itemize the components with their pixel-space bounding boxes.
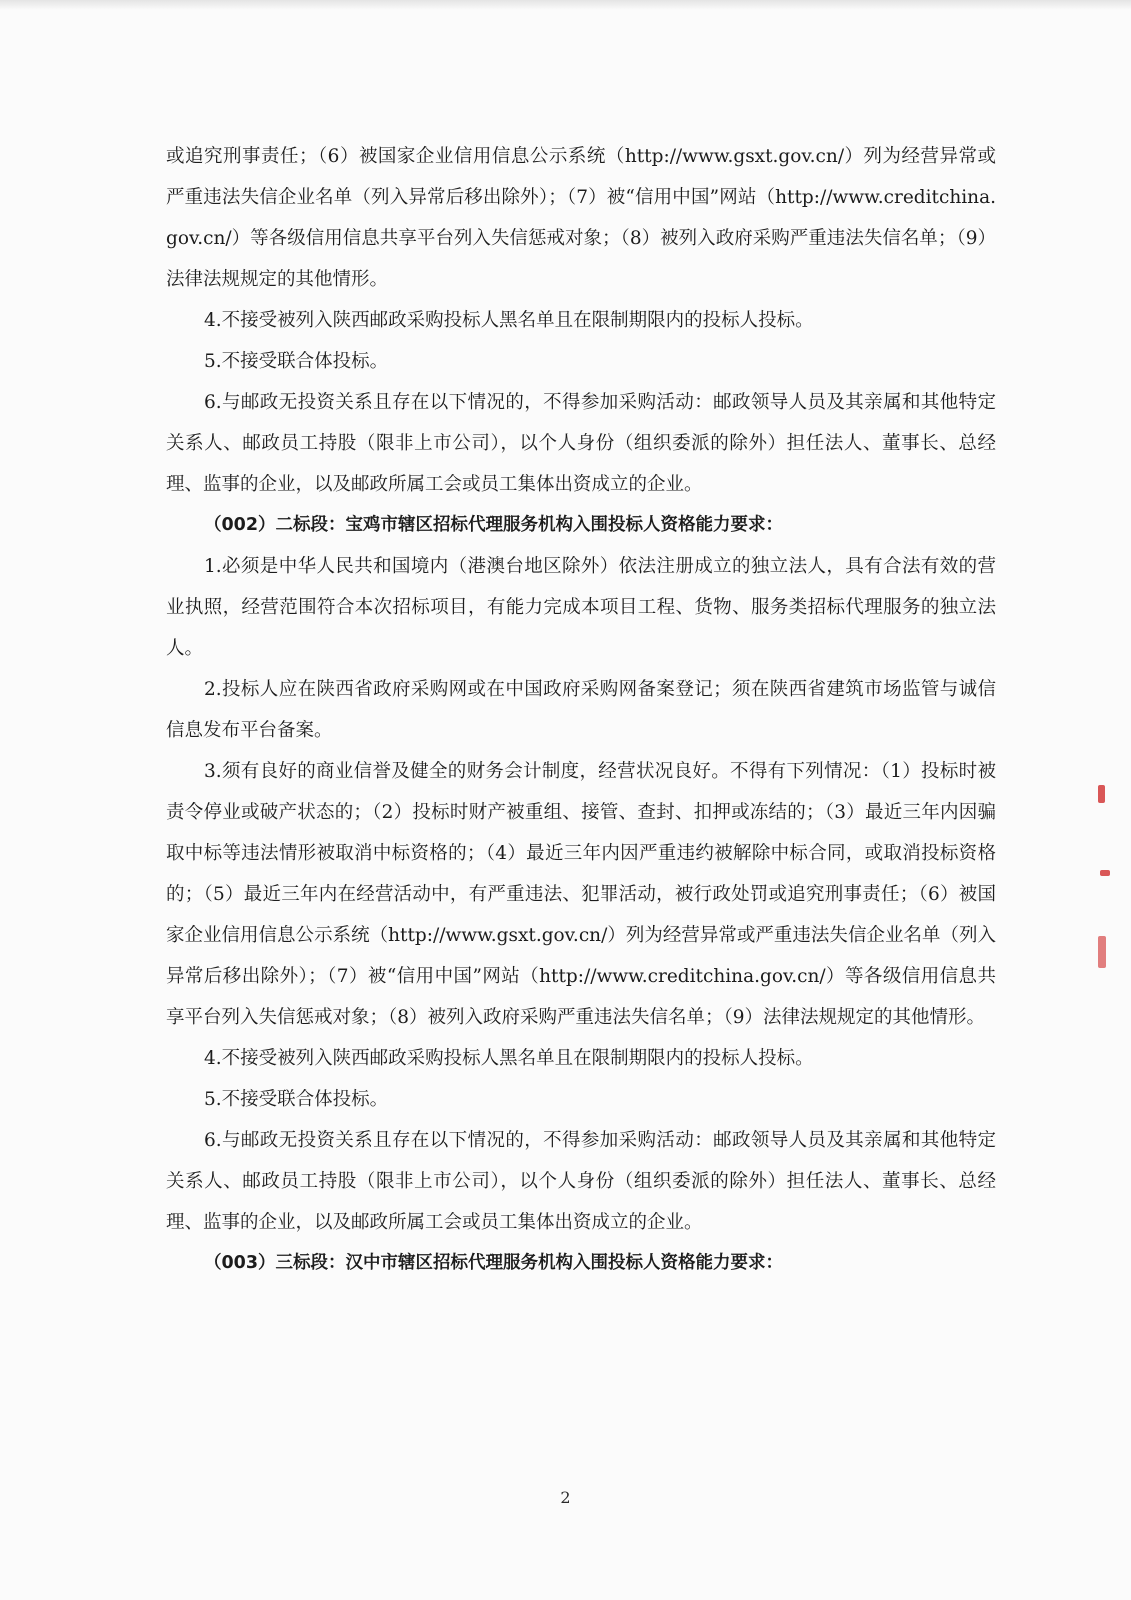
- paragraph-blacklist-rule: 4.不接受被列入陕西邮政采购投标人黑名单且在限制期限内的投标人投标。: [204, 1048, 814, 1069]
- paragraph-investment-relation: 6.与邮政无投资关系且存在以下情况的，不得参加采购活动：邮政领导人员及其亲属和其他特定关系人、邮政员工持股（限非上市公司），以个人身份（组织委派的除外）担任法人、董事长、总经理、监事的企业，以及邮政所属工会或员工集体出资成立的企业。: [166, 392, 996, 495]
- paragraph-no-consortium: 5.不接受联合体投标。: [204, 1089, 389, 1110]
- section-heading-lot-2: （002）二标段：宝鸡市辖区招标代理服务机构入围投标人资格能力要求：: [204, 515, 784, 535]
- scan-edge-shadow: [0, 0, 1131, 10]
- paragraph-registration: 2.投标人应在陕西省政府采购网或在中国政府采购网备案登记；须在陕西省建筑市场监管与诚信信息发布平台备案。: [166, 679, 996, 741]
- seal-fragment: [1098, 785, 1105, 803]
- paragraph-continued-conditions: 或追究刑事责任；（6）被国家企业信用信息公示系统（http://www.gsxt.gov.cn/）列为经营异常或严重违法失信企业名单（列入异常后移出除外）；（7）被“信用中国”网站（http://www.creditchina.gov.cn/）等各级信用信息共享平台列入失信惩戒对象；（8）被列入政府采购严重违法失信名单；（9）法律法规规定的其他情形。: [166, 146, 996, 290]
- document-body: [166, 136, 996, 1284]
- page-number: 2: [560, 1488, 571, 1507]
- section-heading-lot-3: （003）三标段：汉中市辖区招标代理服务机构入围投标人资格能力要求：: [204, 1253, 784, 1273]
- paragraph-credit-conditions: 3.须有良好的商业信誉及健全的财务会计制度，经营状况良好。不得有下列情况：（1）投标时被责令停业或破产状态的；（2）投标时财产被重组、接管、查封、扣押或冻结的；（3）最近三年内因骗取中标等违法情形被取消中标资格的；（4）最近三年内因严重违约被解除中标合同，或取消投标资格的；（5）最近三年内在经营活动中，有严重违法、犯罪活动，被行政处罚或追究刑事责任；（6）被国家企业信用信息公示系统（http://www.gsxt.gov.cn/）列为经营异常或严重违法失信企业名单（列入异常后移出除外）；（7）被“信用中国”网站（http://www.creditchina.gov.cn/）等各级信用信息共享平台列入失信惩戒对象；（8）被列入政府采购严重违法失信名单；（9）法律法规规定的其他情形。: [166, 761, 996, 1028]
- paragraph-blacklist-rule: 4.不接受被列入陕西邮政采购投标人黑名单且在限制期限内的投标人投标。: [204, 310, 814, 331]
- paragraph-legal-entity: 1.必须是中华人民共和国境内（港澳台地区除外）依法注册成立的独立法人，具有合法有效的营业执照，经营范围符合本次招标项目，有能力完成本项目工程、货物、服务类招标代理服务的独立法人。: [166, 556, 996, 659]
- paragraph-investment-relation: 6.与邮政无投资关系且存在以下情况的，不得参加采购活动：邮政领导人员及其亲属和其他特定关系人、邮政员工持股（限非上市公司），以个人身份（组织委派的除外）担任法人、董事长、总经理、监事的企业，以及邮政所属工会或员工集体出资成立的企业。: [166, 1130, 996, 1233]
- seal-fragment: [1100, 870, 1110, 876]
- seal-fragment: [1098, 936, 1106, 968]
- paragraph-no-consortium: 5.不接受联合体投标。: [204, 351, 389, 372]
